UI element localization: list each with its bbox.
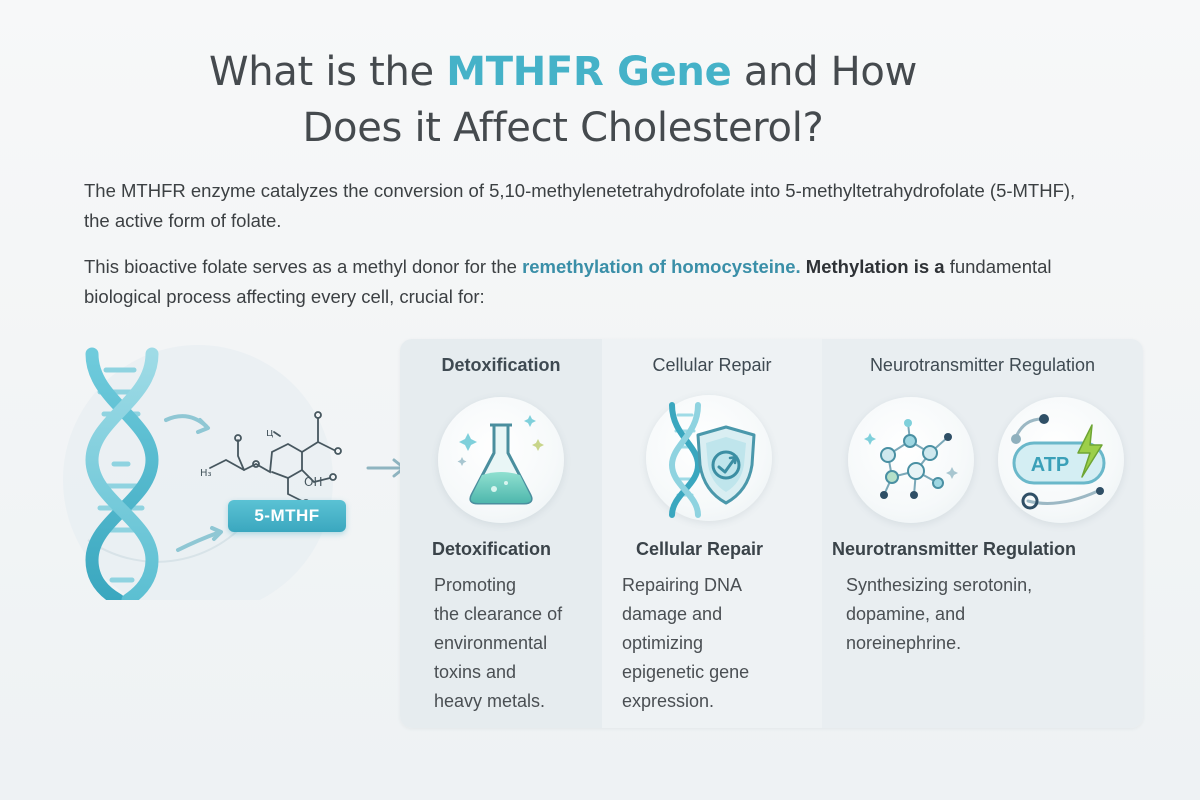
description-line: Synthesizing serotonin, bbox=[846, 575, 1033, 595]
description-line: Repairing DNA bbox=[622, 575, 743, 595]
page-title bbox=[0, 44, 1126, 156]
description-line: the clearance of bbox=[434, 604, 563, 624]
description-line: Promoting bbox=[434, 575, 517, 595]
title-suffix: and How bbox=[731, 49, 917, 95]
column-heading: Cellular Repair bbox=[652, 355, 772, 375]
column-neurotransmitter-regulation bbox=[822, 339, 1143, 728]
dna-molecule-illustration bbox=[48, 340, 398, 600]
description-line: environmental bbox=[434, 633, 548, 653]
description-line: noreinephrine. bbox=[846, 633, 962, 653]
atp-battery-icon bbox=[998, 397, 1124, 523]
title-accent: MTHFR Gene bbox=[446, 49, 732, 95]
description-line: toxins and bbox=[434, 662, 517, 682]
column-subheading: Detoxification bbox=[432, 539, 552, 559]
description-line: damage and bbox=[622, 604, 723, 624]
description-line: dopamine, and bbox=[846, 604, 966, 624]
atom-h3-label: H₃ bbox=[200, 468, 212, 479]
column-detoxification bbox=[400, 339, 602, 728]
column-heading: Detoxification bbox=[441, 355, 561, 375]
title-line2: Does it Affect Cholesterol? bbox=[302, 105, 824, 151]
svg-text:ц: ц bbox=[266, 426, 274, 439]
description-line: epigenetic gene bbox=[622, 662, 750, 682]
intro-p2-start: This bioactive folate serves as a methyl donor for the bbox=[84, 256, 523, 277]
column-description bbox=[434, 571, 562, 716]
column-subheading: Cellular Repair bbox=[636, 539, 764, 559]
neuron-network-icon bbox=[848, 397, 974, 523]
intro-p2-highlight: remethylation of homocysteine. bbox=[522, 256, 801, 277]
dna-shield-icon bbox=[646, 395, 772, 521]
intro-paragraph-1: The MTHFR enzyme catalyzes the conversion of 5,10-methylenetetrahydrofolate into 5-methyltetrahydrofolate (5-MTHF), the active form of folate. bbox=[84, 180, 1076, 231]
column-description bbox=[622, 571, 749, 716]
methylation-benefits-panel bbox=[400, 339, 1143, 728]
description-line: heavy metals. bbox=[434, 691, 546, 711]
description-line: expression. bbox=[622, 691, 715, 711]
5-mthf-badge: 5-MTHF bbox=[228, 500, 346, 532]
flask-icon bbox=[438, 397, 564, 523]
intro-p2-end: fundamental biological process affecting every cell, crucial for: bbox=[84, 256, 1052, 307]
column-description bbox=[846, 571, 1032, 658]
description-line: optimizing bbox=[622, 633, 704, 653]
intro-p2-bold: Methylation is a bbox=[800, 256, 945, 277]
column-subheading: Neurotransmitter Regulation bbox=[832, 539, 1077, 559]
column-heading: Neurotransmitter Regulation bbox=[869, 355, 1096, 375]
column-cellular-repair bbox=[602, 339, 822, 728]
atp-label: ATP bbox=[1030, 454, 1070, 476]
intro-paragraph-2 bbox=[84, 252, 1104, 312]
atom-oh-label: OH bbox=[304, 475, 323, 489]
title-prefix: What is the bbox=[209, 49, 447, 95]
